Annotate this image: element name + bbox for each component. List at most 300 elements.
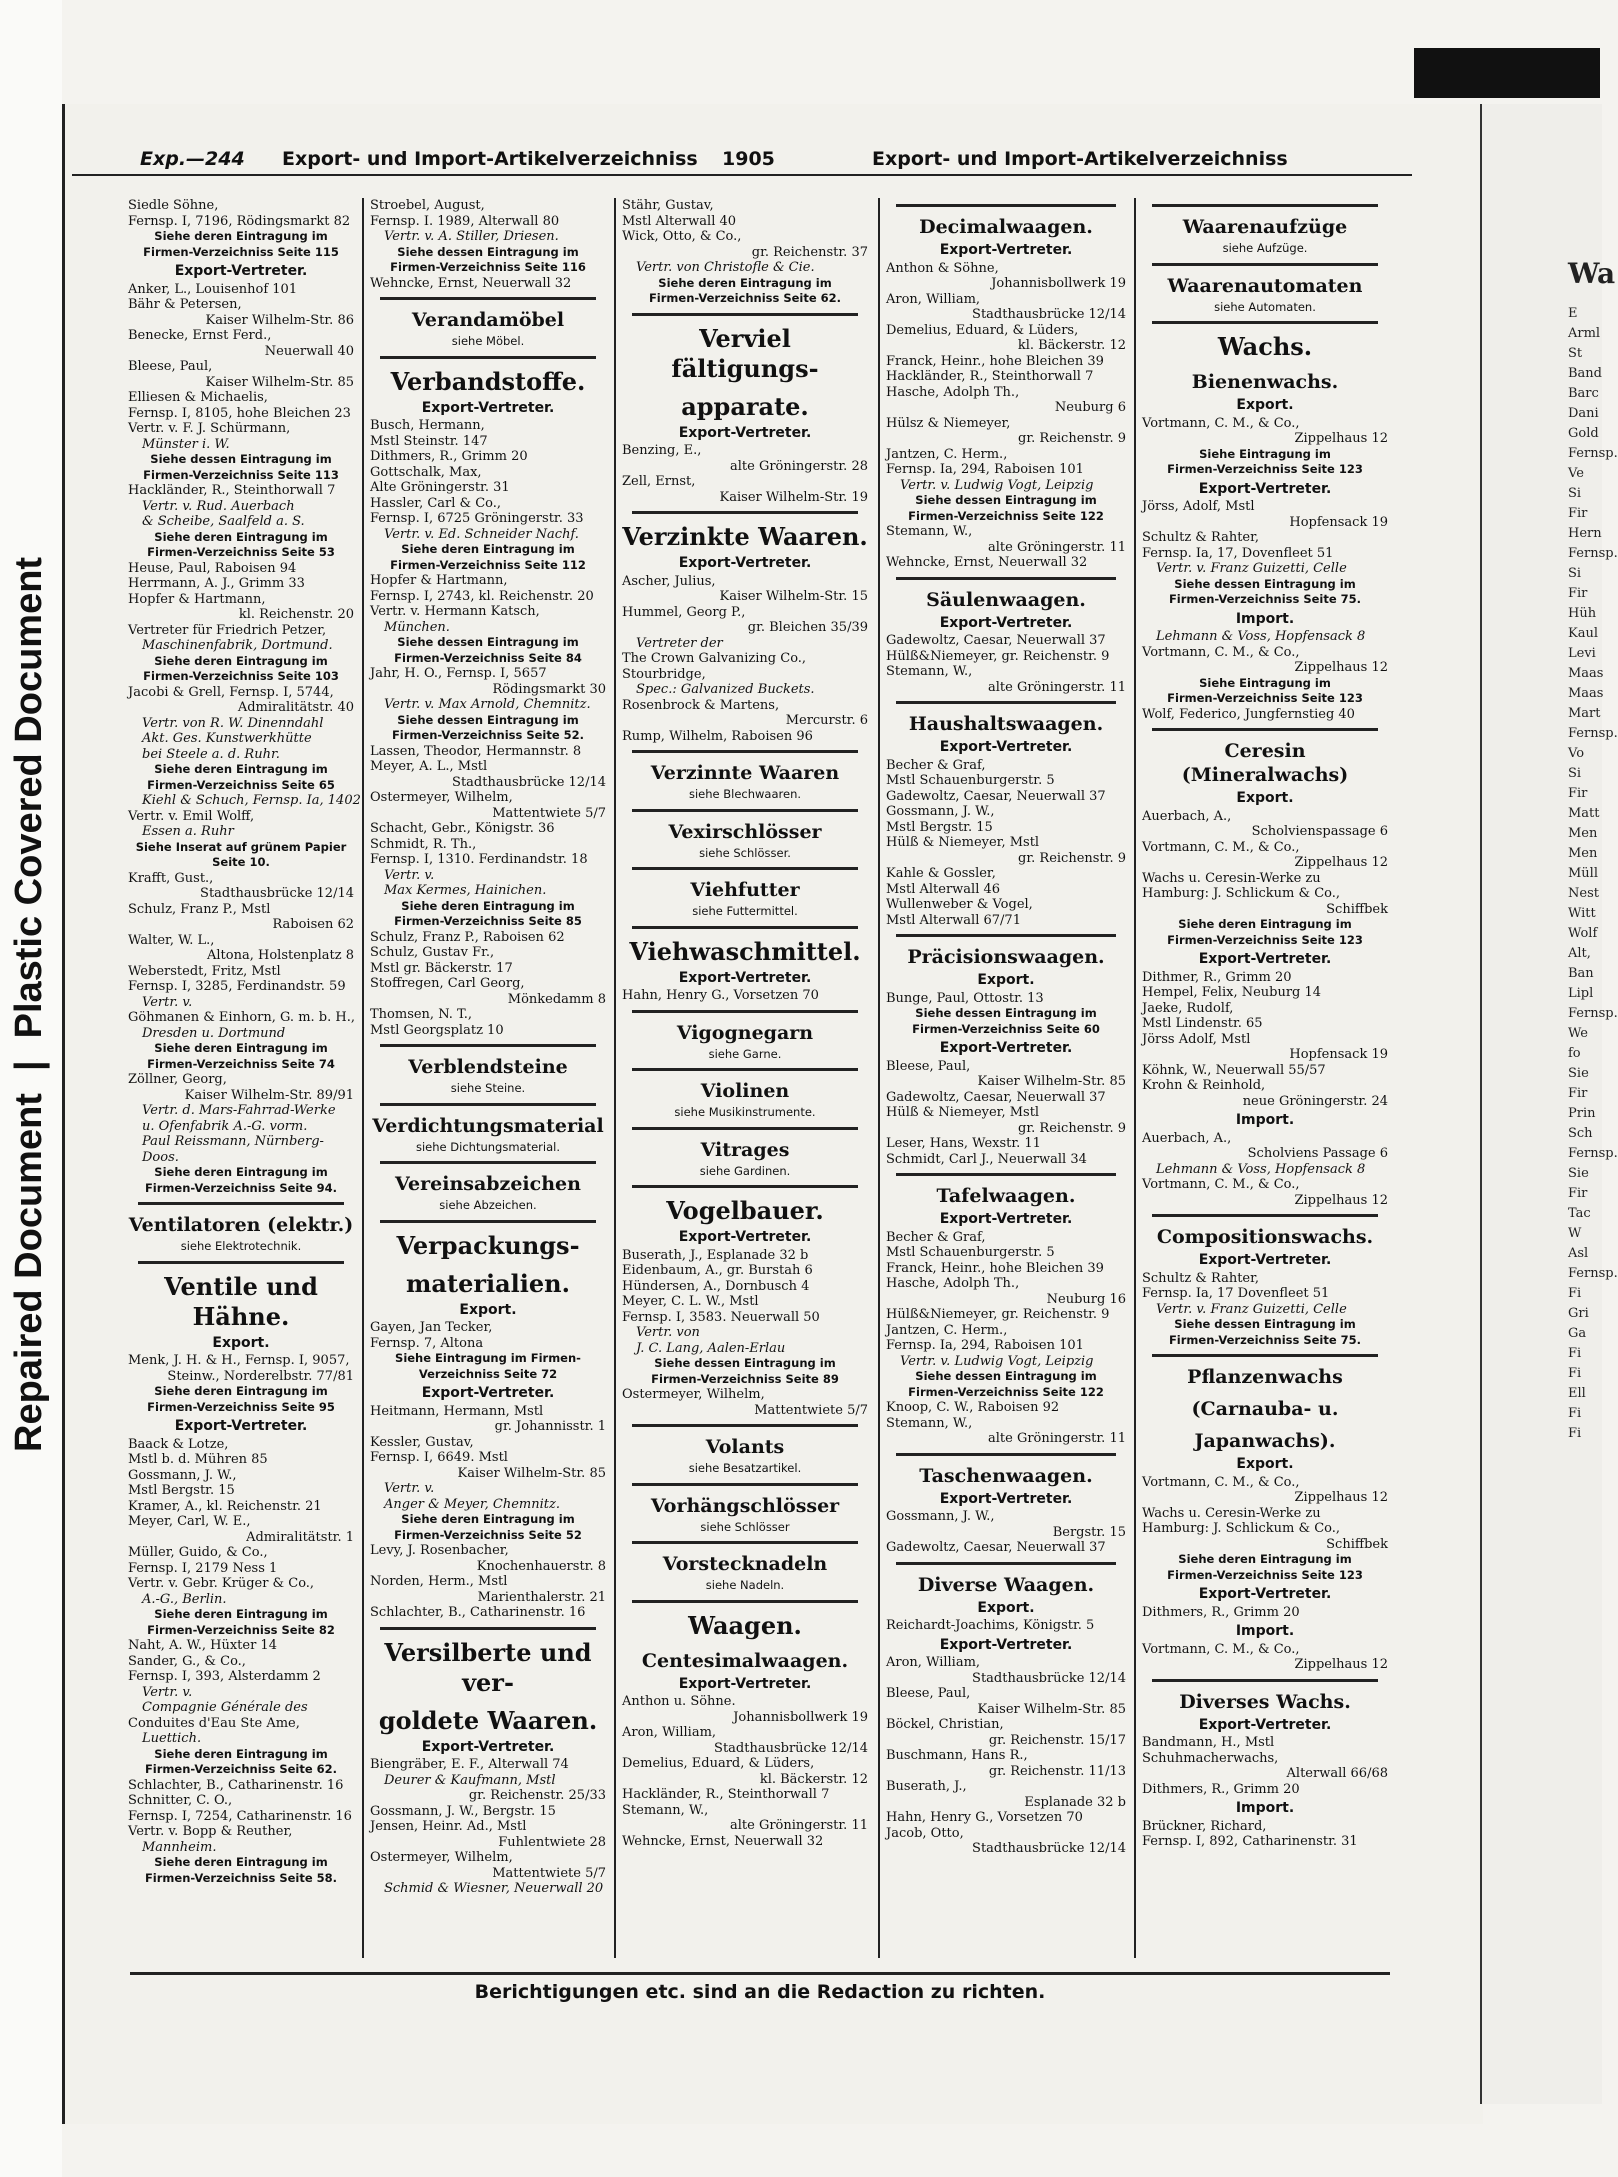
firm-entry: Kahle & Gossler,	[886, 866, 996, 881]
address-line: Admiralitätstr. 40	[237, 700, 354, 715]
firm-entry: Fernsp. I, 6725 Gröningerstr. 33	[370, 511, 584, 526]
page-header	[72, 148, 1412, 176]
cross-reference: siehe Nadeln.	[705, 1578, 785, 1592]
firm-entry: Vortmann, C. M., & Co.,	[1142, 1474, 1300, 1490]
register-reference: Firmen-Verzeichniss Seite 62.	[648, 291, 842, 305]
firm-entry: Vortmann, C. M., & Co.,	[1142, 1641, 1300, 1657]
register-reference: Firmen-Verzeichniss Seite 123	[1167, 1567, 1363, 1582]
section-rule	[632, 1127, 858, 1130]
section-heading: Verdichtungsmaterial	[372, 1114, 604, 1137]
representation-note: Münster i. W.	[142, 436, 230, 452]
address-line: Kaiser Wilhelm-Str. 15	[719, 589, 868, 604]
section-heading: Compositionswachs.	[1156, 1226, 1374, 1248]
section-rule	[1152, 204, 1378, 207]
address-line: Alterwall 66/68	[1286, 1766, 1388, 1781]
subsection-heading: Export-Vertreter.	[939, 1636, 1073, 1653]
register-reference: Siehe dessen Eintragung im	[1174, 576, 1356, 591]
register-reference: Siehe deren Eintragung im	[154, 1746, 328, 1761]
firm-entry: Brückner, Richard,	[1142, 1818, 1267, 1834]
cross-reference: siehe Besatzartikel.	[688, 1461, 802, 1475]
section-rule	[896, 1562, 1116, 1565]
subsection-heading: Export.	[977, 972, 1035, 988]
address-line: Stadthausbrücke 12/14	[452, 774, 606, 790]
spine-label	[8, 352, 52, 1452]
section-rule	[632, 1185, 858, 1188]
adjacent-page-text: Ga	[1568, 1326, 1587, 1341]
register-reference: Firmen-Verzeichniss Seite 116	[390, 260, 586, 274]
section-heading: Verzinkte Waaren.	[622, 522, 868, 551]
address-line: gr. Johannisstr. 1	[494, 1419, 606, 1434]
firm-entry: Jantzen, C. Herm.,	[886, 446, 1008, 462]
register-reference: Firmen-Verzeichniss Seite 89	[651, 1371, 839, 1386]
firm-entry: Ostermeyer, Wilhelm,	[370, 1850, 513, 1865]
section-heading: Diverse Waagen.	[917, 1573, 1095, 1596]
section-rule	[1152, 1679, 1378, 1682]
address-line: Neuburg 6	[1054, 400, 1126, 415]
section-rule	[1152, 728, 1378, 731]
firm-entry: Mstl Alterwall 67/71	[886, 912, 1021, 928]
column-3	[622, 198, 868, 1956]
firm-entry: Anker, L., Louisenhof 101	[128, 281, 298, 297]
firm-entry: Dithmers, R., Grimm 20	[370, 449, 528, 464]
register-reference: Firmen-Verzeichniss Seite 95	[147, 1399, 335, 1414]
firm-entry: Hopfer & Hartmann,	[128, 591, 266, 607]
address-line: alte Gröningerstr. 11	[987, 1431, 1126, 1446]
firm-entry: Bleese, Paul,	[128, 359, 213, 374]
address-line: Kaiser Wilhelm-Str. 85	[205, 374, 354, 390]
firm-entry: Krohn & Reinhold,	[1142, 1078, 1266, 1093]
firm-entry: Reichardt-Joachims, Königstr. 5	[886, 1618, 1095, 1633]
firm-entry: Schacht, Gebr., Königstr. 36	[370, 821, 555, 836]
register-reference: Firmen-Verzeichniss Seite 65	[147, 777, 335, 792]
section-heading: Vigognegarn	[676, 1021, 814, 1044]
subsection-heading: Export-Vertreter.	[174, 1418, 308, 1434]
register-reference: Siehe Inserat auf grünem Papier	[135, 839, 347, 854]
register-reference: Siehe dessen Eintragung im	[397, 244, 579, 259]
subsection-heading: Export-Vertreter.	[678, 969, 812, 986]
section-heading: Ventile und Hähne.	[164, 1271, 318, 1331]
firm-entry: Levy, J. Rosenbacher,	[370, 1543, 509, 1558]
firm-entry: Schultz & Rahter,	[1142, 1270, 1260, 1286]
firm-entry: Ostermeyer, Wilhelm,	[622, 1387, 765, 1402]
address-line: Steinw., Norderelbstr. 77/81	[167, 1368, 354, 1384]
section-rule	[1152, 1214, 1378, 1217]
cross-reference: siehe Steine.	[450, 1081, 526, 1095]
adjacent-page-text: Hern	[1568, 526, 1602, 541]
address-line: Stadthausbrücke 12/14	[972, 1841, 1126, 1856]
firm-entry: Schulz, Franz P., Raboisen 62	[370, 929, 565, 945]
firm-entry: Jensen, Heinr. Ad., Mstl	[370, 1819, 527, 1834]
firm-entry: Hülß&Niemeyer, gr. Reichenstr. 9	[886, 648, 1110, 664]
section-rule	[380, 1220, 596, 1223]
register-reference: Siehe deren Eintragung im	[154, 1041, 328, 1055]
firm-entry: Fernsp. I, 7254, Catharinenstr. 16	[128, 1808, 352, 1824]
firm-entry: Wachs u. Ceresin-Werke zu	[1142, 870, 1321, 886]
column-rule	[878, 198, 880, 1958]
firm-entry: Hahn, Henry G., Vorsetzen 70	[622, 988, 819, 1003]
adjacent-page-text: Wa	[1568, 257, 1616, 290]
firm-entry: Schlachter, B., Catharinenstr. 16	[128, 1777, 344, 1793]
representation-note: Vertr. d. Mars-Fahrrad-Werke	[142, 1103, 336, 1118]
column-5	[1142, 198, 1388, 1956]
spine-label-plastic: Plastic Covered Document	[8, 556, 50, 1039]
subsection-heading: Export-Vertreter.	[1198, 1252, 1332, 1268]
subsection-heading: Import.	[1235, 1112, 1295, 1128]
firm-entry: Stemann, W.,	[886, 664, 973, 679]
section-heading: Bienenwachs.	[1191, 371, 1339, 393]
representation-note: Compagnie Générale des	[142, 1700, 308, 1715]
firm-entry: Gossmann, J. W.,	[128, 1467, 237, 1483]
adjacent-page-text: Sie	[1568, 1066, 1589, 1081]
firm-entry: Schlachter, B., Catharinenstr. 16	[370, 1605, 586, 1620]
cross-reference: siehe Automaten.	[1214, 299, 1316, 314]
section-rule	[896, 701, 1116, 704]
address-line: Kaiser Wilhelm-Str. 86	[205, 312, 354, 328]
adjacent-page-text: Ell	[1568, 1386, 1586, 1401]
register-reference: Siehe dessen Eintragung im	[915, 1369, 1097, 1383]
address-line: alte Gröningerstr. 11	[987, 679, 1126, 695]
section-rule	[632, 1424, 858, 1427]
firm-entry: Auerbach, A.,	[1142, 808, 1232, 824]
section-heading: Diverses Wachs.	[1179, 1690, 1351, 1713]
representation-note: Lehmann & Voss, Hopfensack 8	[1156, 629, 1366, 644]
section-heading: Verblendsteine	[408, 1056, 568, 1078]
section-rule	[632, 313, 858, 316]
firm-entry: Fernsp. I, 8105, hohe Bleichen 23	[128, 405, 351, 421]
firm-entry: Auerbach, A.,	[1142, 1130, 1232, 1146]
representation-note: Dresden u. Dortmund	[142, 1025, 286, 1041]
firm-entry: Buserath, J., Esplanade 32 b	[622, 1247, 809, 1263]
section-rule	[632, 1068, 858, 1071]
register-reference: Firmen-Verzeichniss Seite 52.	[391, 728, 585, 742]
firm-entry: Franck, Heinr., hohe Bleichen 39	[886, 1260, 1104, 1276]
address-line: Neuburg 16	[1046, 1291, 1126, 1307]
header-title-right: Export- und Import-Artikelverzeichniss	[872, 148, 1288, 170]
firm-entry: Fernsp. I, 892, Catharinenstr. 31	[1142, 1834, 1358, 1849]
register-reference: Siehe deren Eintragung im	[401, 1512, 575, 1526]
section-rule	[896, 577, 1116, 580]
firm-entry: Leser, Hans, Wexstr. 11	[886, 1136, 1041, 1151]
subsection-heading: Export-Vertreter.	[678, 555, 812, 571]
section-rule	[632, 511, 858, 514]
subsection-heading: Export.	[1236, 397, 1294, 413]
firm-entry: Gadewoltz, Caesar, Neuerwall 37	[886, 1089, 1106, 1105]
cross-reference: siehe Abzeichen.	[439, 1198, 537, 1212]
subsection-heading: Export-Vertreter.	[939, 739, 1073, 755]
firm-entry: Stemann, W.,	[886, 1415, 973, 1431]
adjacent-page-text: W	[1568, 1226, 1582, 1241]
adjacent-page-text: Fir	[1568, 1086, 1588, 1101]
register-reference: Siehe deren Eintragung im	[1178, 917, 1352, 931]
address-line: Altona, Holstenplatz 8	[207, 948, 354, 963]
adjacent-page-text: Fernsp.	[1568, 1146, 1618, 1161]
cross-reference: siehe Möbel.	[451, 334, 525, 348]
firm-entry: Böckel, Christian,	[886, 1717, 1004, 1732]
firm-entry: Fernsp. I, 6649. Mstl	[370, 1450, 508, 1465]
section-rule	[896, 1453, 1116, 1456]
section-rule	[380, 356, 596, 359]
firm-entry: Göhmanen & Einhorn, G. m. b. H.,	[128, 1010, 355, 1025]
register-reference: Siehe deren Eintragung im	[401, 898, 575, 913]
address-line: gr. Reichenstr. 37	[751, 244, 868, 260]
firm-entry: Hackländer, R., Steinthorwall 7	[622, 1787, 830, 1802]
section-heading: Ventilatoren (elektr.)	[128, 1214, 354, 1236]
firm-entry: Hamburg: J. Schlickum & Co.,	[1142, 1521, 1341, 1536]
section-heading: Vexirschlösser	[668, 820, 822, 843]
firm-entry: Hasche, Adolph Th.,	[886, 1276, 1020, 1291]
register-reference: Siehe deren Eintragung im	[154, 229, 328, 243]
representation-note: Vertr. v.	[142, 1684, 193, 1700]
cross-reference: siehe Elektrotechnik.	[180, 1239, 302, 1253]
representation-note: bei Steele a. d. Ruhr.	[142, 746, 280, 762]
firm-entry: Hülß&Niemeyer, gr. Reichenstr. 9	[886, 1307, 1110, 1322]
register-reference: Firmen-Verzeichniss Seite 62.	[144, 1762, 338, 1776]
firm-entry: Stähr, Gustav,	[622, 198, 714, 213]
firm-entry: Rump, Wilhelm, Raboisen 96	[622, 728, 813, 744]
address-line: Stadthausbrücke 12/14	[972, 307, 1126, 322]
adjacent-page-text: Fernsp.	[1568, 1006, 1618, 1021]
representation-note: Vertr. v. Rud. Auerbach	[142, 498, 295, 514]
register-reference: Siehe Eintragung im	[1199, 446, 1331, 461]
firm-entry: Conduites d'Eau Ste Ame,	[128, 1715, 300, 1731]
address-line: Hopfensack 19	[1289, 1047, 1388, 1062]
section-heading: Vogelbauer.	[666, 1196, 824, 1225]
firm-entry: Becher & Graf,	[886, 1229, 986, 1245]
firm-entry: Becher & Graf,	[886, 757, 986, 773]
address-line: kl. Bäckerstr. 12	[1017, 338, 1126, 353]
firm-entry: Gadewoltz, Caesar, Neuerwall 37	[886, 633, 1106, 648]
register-reference: Firmen-Verzeichniss Seite 85	[394, 914, 582, 928]
adjacent-page-text: Fernsp.	[1568, 726, 1618, 741]
firm-entry: Stourbridge,	[622, 666, 706, 682]
spine-label-separator: |	[8, 1060, 50, 1072]
firm-entry: Hackländer, R., Steinthorwall 7	[886, 369, 1094, 384]
section-heading: Tafelwaagen.	[936, 1185, 1076, 1207]
adjacent-page-text: Maas	[1568, 666, 1604, 681]
adjacent-page-text: Barc	[1568, 386, 1599, 401]
firm-entry: Vortmann, C. M., & Co.,	[1142, 839, 1300, 855]
adjacent-page-text: E	[1568, 306, 1578, 321]
representation-note: Deurer & Kaufmann, Mstl	[384, 1772, 556, 1788]
firm-entry: Gossmann, J. W.,	[886, 804, 995, 819]
page-number: Exp.—244	[140, 148, 245, 170]
register-reference: Siehe deren Eintragung im	[154, 1607, 328, 1621]
address-line: Zippelhaus 12	[1294, 1192, 1388, 1208]
firm-entry: Mstl Schauenburgerstr. 5	[886, 1245, 1055, 1260]
cross-reference: siehe Schlösser.	[699, 845, 791, 860]
firm-entry: Fernsp. I, 1310. Ferdinandstr. 18	[370, 852, 588, 867]
firm-entry: Hackländer, R., Steinthorwall 7	[128, 483, 336, 498]
cross-reference: siehe Schlösser	[700, 1519, 790, 1534]
section-rule	[896, 934, 1116, 937]
address-line: Mercurstr. 6	[785, 713, 868, 728]
firm-entry: Fernsp. 7, Altona	[370, 1335, 484, 1351]
representation-note: Spec.: Galvanized Buckets.	[636, 682, 815, 697]
firm-entry: Thomsen, N. T.,	[370, 1007, 473, 1022]
firm-entry: Anthon & Söhne,	[886, 260, 999, 276]
subsection-heading: Export.	[1236, 790, 1294, 806]
adjacent-page-text: Alt,	[1568, 946, 1591, 961]
register-reference: Firmen-Verzeichniss Seite 115	[143, 244, 339, 259]
firm-entry: Siedle Söhne,	[128, 198, 219, 213]
firm-entry: Herrmann, A. J., Grimm 33	[128, 576, 305, 591]
section-heading: apparate.	[681, 391, 809, 421]
register-reference: Firmen-Verzeichniss Seite 74	[147, 1056, 335, 1071]
firm-entry: Heitmann, Hermann, Mstl	[370, 1403, 544, 1419]
adjacent-page-text: Fi	[1568, 1286, 1582, 1301]
firm-entry: Bunge, Paul, Ottostr. 13	[886, 990, 1044, 1006]
register-reference: Siehe dessen Eintragung im	[397, 635, 579, 649]
firm-entry: Fernsp. I, 2179 Ness 1	[128, 1560, 278, 1576]
section-heading: Waarenautomaten	[1167, 274, 1363, 297]
firm-entry: Anthon u. Söhne.	[622, 1694, 736, 1709]
adjacent-page-text: Wolf	[1568, 926, 1598, 941]
cross-reference: siehe Futtermittel.	[692, 904, 798, 918]
scanner-corner-mark	[1414, 48, 1600, 98]
cross-reference: siehe Gardinen.	[699, 1163, 791, 1178]
address-line: Kaiser Wilhelm-Str. 89/91	[184, 1087, 354, 1103]
adjacent-page-text: Ve	[1568, 466, 1584, 481]
firm-entry: Buserath, J.,	[886, 1779, 967, 1794]
register-reference: Firmen-Verzeichniss Seite 60	[912, 1021, 1100, 1036]
firm-entry: Demelius, Eduard, & Lüders,	[622, 1756, 815, 1771]
adjacent-page-text: Fir	[1568, 586, 1588, 601]
register-reference: Siehe deren Eintragung im	[658, 275, 832, 290]
register-reference: Firmen-Verzeichniss Seite 58.	[144, 1870, 338, 1885]
representation-note: München.	[384, 619, 450, 635]
subsection-heading: Import.	[1235, 1800, 1295, 1816]
register-reference: Firmen-Verzeichniss Seite 123	[1167, 691, 1363, 705]
firm-entry: Mstl b. d. Mühren 85	[128, 1452, 268, 1467]
cross-reference: siehe Blechwaaren.	[688, 787, 802, 801]
section-rule	[632, 809, 858, 812]
register-reference: Firmen-Verzeichniss Seite 52	[394, 1527, 582, 1542]
firm-entry: Alte Gröningerstr. 31	[370, 480, 510, 495]
address-line: neue Gröningerstr. 24	[1242, 1093, 1388, 1109]
firm-entry: Baack & Lotze,	[128, 1436, 229, 1452]
address-line: Kaiser Wilhelm-Str. 85	[977, 1074, 1126, 1089]
address-line: Kaiser Wilhelm-Str. 19	[719, 489, 868, 505]
firm-entry: Fernsp. Ia, 294, Raboisen 101	[886, 1338, 1084, 1353]
firm-entry: Heuse, Paul, Raboisen 94	[128, 560, 297, 576]
register-reference: Seite 10.	[212, 855, 270, 869]
address-line: Schiffbek	[1326, 901, 1388, 917]
firm-entry: Schmidt, R. Th.,	[370, 836, 477, 852]
firm-entry: Meyer, Carl, W. E.,	[128, 1514, 251, 1529]
firm-entry: Hahn, Henry G., Vorsetzen 70	[886, 1810, 1083, 1825]
representation-note: Vertr. v.	[142, 994, 193, 1010]
representation-note: Mannheim.	[142, 1839, 217, 1855]
section-heading: Wachs.	[1217, 332, 1313, 361]
firm-entry: Dithmer, R., Grimm 20	[1142, 969, 1292, 985]
representation-note: Vertr. v. Ed. Schneider Nachf.	[384, 526, 579, 542]
register-reference: Siehe dessen Eintragung im	[915, 493, 1097, 507]
header-title-left: Export- und Import-Artikelverzeichniss	[282, 148, 698, 170]
adjacent-page-text: Fi	[1568, 1366, 1582, 1381]
firm-entry: Jantzen, C. Herm.,	[886, 1322, 1008, 1338]
firm-entry: Fernsp. I, 393, Alsterdamm 2	[128, 1669, 321, 1684]
address-line: Stadthausbrücke 12/14	[200, 886, 354, 901]
address-line: Raboisen 62	[272, 917, 354, 932]
section-heading: Verandamöbel	[411, 309, 565, 331]
firm-entry: Gadewoltz, Caesar, Neuerwall 37	[886, 1540, 1106, 1555]
representation-note: Vertreter der	[636, 635, 723, 651]
section-heading: Waagen.	[688, 1610, 802, 1640]
cross-reference: siehe Aufzüge.	[1222, 241, 1308, 255]
firm-entry: Schmidt, Carl J., Neuerwall 34	[886, 1151, 1087, 1167]
register-reference: Firmen-Verzeichniss Seite 53	[147, 545, 335, 559]
representation-note: Vertr. v. Franz Guizetti, Celle	[1156, 561, 1347, 576]
firm-entry: Vortmann, C. M., & Co.,	[1142, 415, 1300, 431]
address-line: gr. Reichenstr. 15/17	[988, 1732, 1126, 1748]
binding-edge	[0, 0, 62, 2177]
firm-entry: Jörss Adolf, Mstl	[1142, 1031, 1251, 1047]
register-reference: Siehe dessen Eintragung im	[1174, 1317, 1356, 1331]
address-line: gr. Reichenstr. 11/13	[988, 1763, 1126, 1779]
firm-entry: Fernsp. I, 3285, Ferdinandstr. 59	[128, 979, 346, 994]
adjacent-page-text: Fir	[1568, 506, 1588, 521]
firm-entry: Aron, William,	[886, 291, 981, 307]
firm-entry: Fernsp. I, 7196, Rödingsmarkt 82	[128, 213, 351, 229]
representation-note: Lehmann & Voss, Hopfensack 8	[1156, 1161, 1366, 1177]
section-heading: Säulenwaagen.	[926, 588, 1086, 611]
section-heading: Verbandstoffe.	[390, 366, 586, 396]
firm-entry: Jacob, Otto,	[886, 1825, 964, 1841]
firm-entry: Jaeke, Rudolf,	[1142, 1000, 1234, 1016]
address-line: Schiffbek	[1326, 1536, 1388, 1552]
address-line: Mattentwiete 5/7	[492, 1865, 606, 1881]
firm-entry: Schultz & Rahter,	[1142, 530, 1260, 545]
address-line: gr. Reichenstr. 9	[1018, 850, 1126, 866]
register-reference: Firmen-Verzeichniss Seite 122	[908, 508, 1104, 523]
address-line: Zippelhaus 12	[1294, 660, 1388, 675]
adjacent-page-text: Nest	[1568, 886, 1599, 901]
subsection-heading: Export.	[459, 1301, 517, 1318]
firm-entry: Vertr. v. F. J. Schürmann,	[128, 421, 291, 436]
firm-entry: Ascher, Julius,	[622, 573, 716, 589]
address-line: kl. Reichenstr. 20	[238, 607, 354, 622]
firm-entry: Gottschalk, Max,	[370, 464, 482, 480]
firm-entry: Vortmann, C. M., & Co.,	[1142, 644, 1300, 660]
firm-entry: Walter, W. L.,	[128, 932, 215, 948]
register-reference: Firmen-Verzeichniss Seite 75.	[1168, 1332, 1362, 1347]
address-line: gr. Bleichen 35/39	[747, 620, 868, 635]
spine-label-repaired: Repaired Document	[8, 1093, 50, 1452]
firm-entry: Stemann, W.,	[622, 1802, 709, 1818]
subsection-heading: Export-Vertreter.	[678, 424, 812, 441]
section-heading: Vorhängschlösser	[650, 1494, 840, 1517]
firm-entry: Bleese, Paul,	[886, 1058, 971, 1074]
register-reference: Verzeichniss Seite 72	[418, 1366, 558, 1381]
firm-entry: Rosenbrock & Martens,	[622, 697, 780, 713]
representation-note: & Scheibe, Saalfeld a. S.	[142, 514, 305, 529]
firm-entry: Bandmann, H., Mstl	[1142, 1735, 1275, 1750]
subsection-heading: Export-Vertreter.	[678, 1229, 812, 1245]
header-year: 1905	[722, 148, 775, 170]
register-reference: Siehe deren Eintragung im	[154, 762, 328, 776]
firm-entry: Fernsp. Ia, 17, Dovenfleet 51	[1142, 545, 1334, 561]
firm-entry: Schulz, Franz P., Mstl	[128, 901, 271, 917]
adjacent-page-text: Si	[1568, 486, 1582, 501]
adjacent-page-text: Vo	[1568, 746, 1585, 761]
representation-note: Vertr. von Christofle & Cie.	[636, 260, 815, 275]
firm-entry: Hopfer & Hartmann,	[370, 573, 508, 588]
register-reference: Firmen-Verzeichniss Seite 112	[390, 557, 586, 572]
adjacent-page-text: Arml	[1568, 326, 1601, 341]
subsection-heading: Export-Vertreter.	[1198, 480, 1332, 497]
address-line: Johannisbollwerk 19	[733, 1709, 868, 1725]
section-heading: Centesimalwaagen.	[641, 1649, 849, 1672]
